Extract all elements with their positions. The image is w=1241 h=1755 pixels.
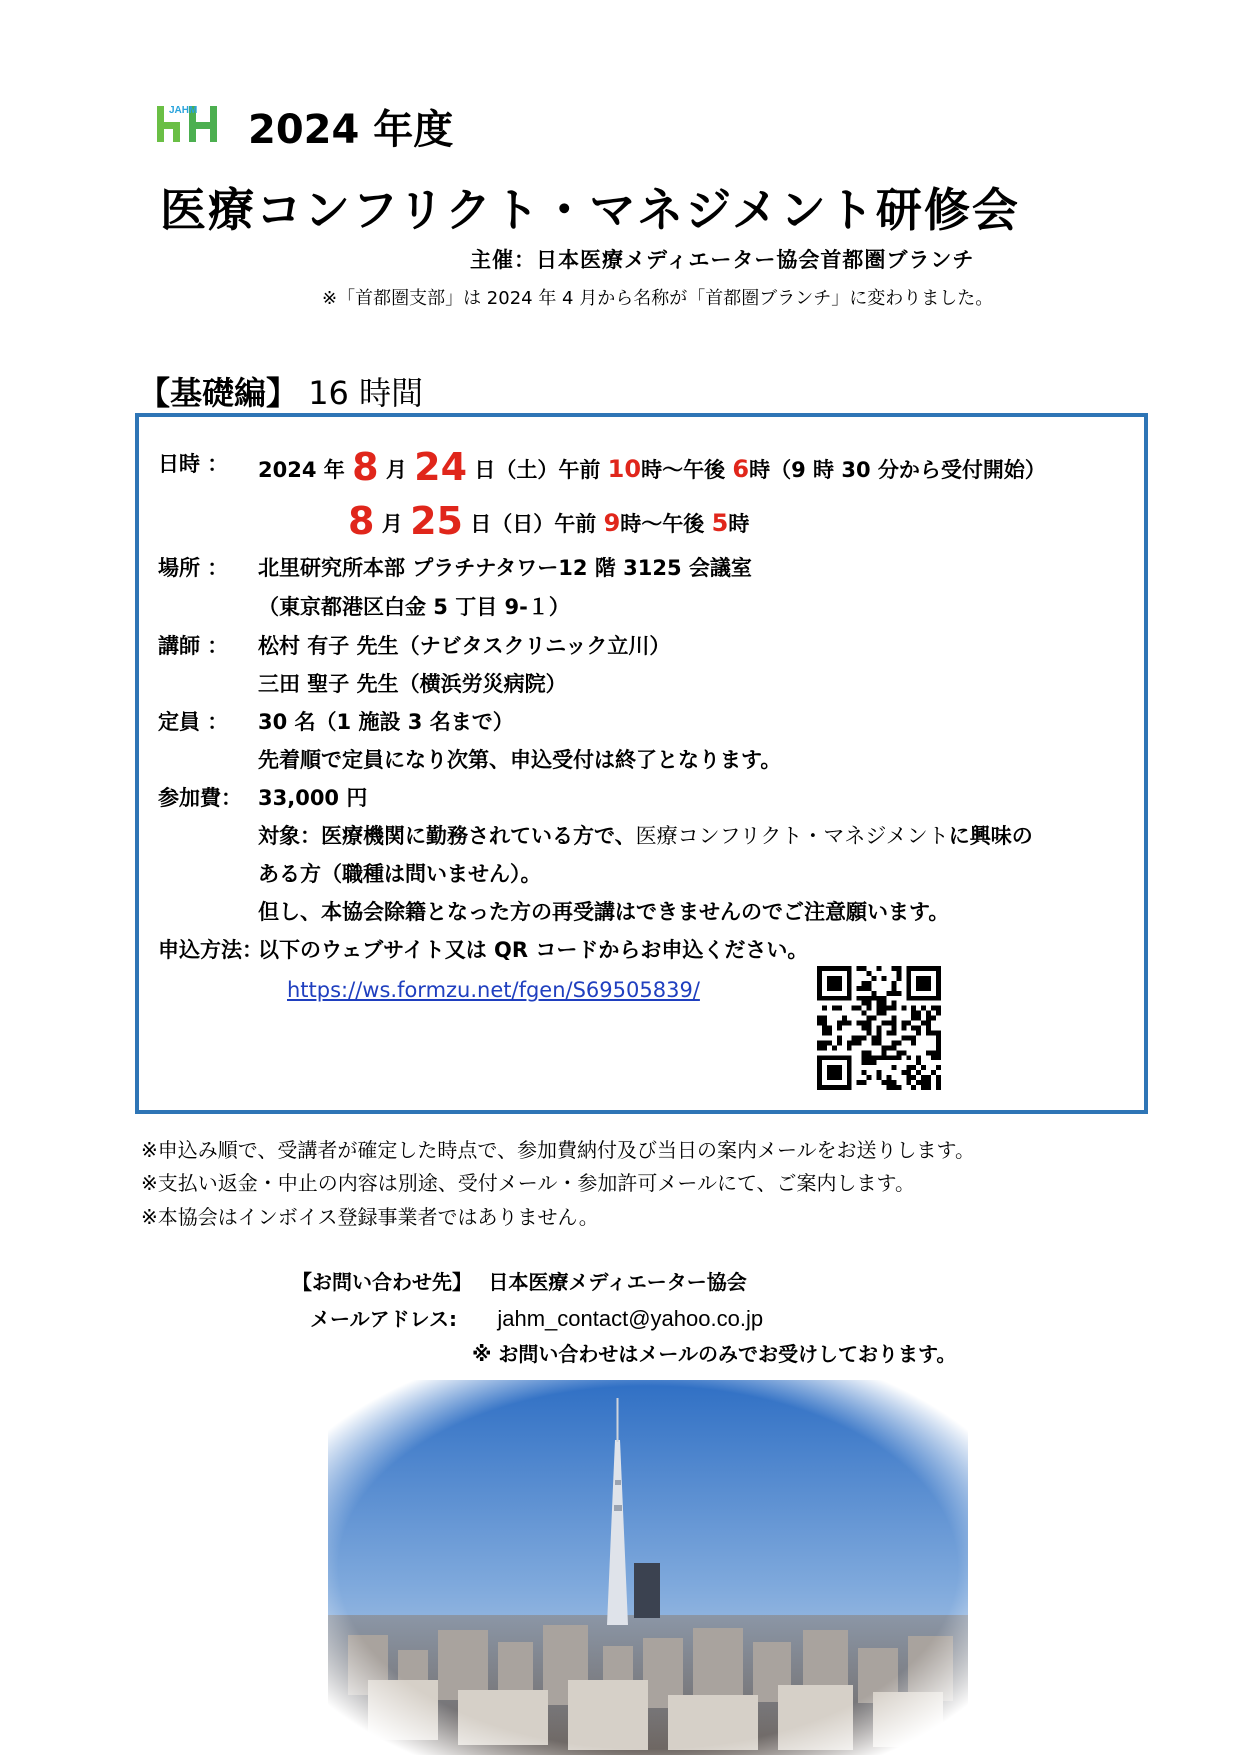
date-start-hour: 10 [607, 455, 642, 483]
name-change-note: ※「首都圏支部」は 2024 年 4 月から名称が「首都圏ブランチ」に変わりました。 [322, 288, 994, 309]
fee-label: 参加費： [158, 786, 242, 810]
course-level: 【基礎編】 [138, 374, 299, 412]
apply-text: 以下のウェブサイト又は QR コードからお申込ください。 [258, 938, 809, 962]
contact-label: 【お問い合わせ先】 [292, 1270, 472, 1294]
date2-month: 8 [348, 499, 375, 543]
place-line1: 北里研究所本部 プラチナタワー12 階 3125 会議室 [258, 556, 752, 580]
qr-code[interactable] [817, 966, 941, 1090]
email-only-note: ※ お問い合わせはメールのみでお受けしております。 [472, 1342, 957, 1366]
organizer: 主催：日本医療メディエーター協会首都圏ブランチ [470, 248, 975, 272]
date2-month-unit: 月 [381, 512, 403, 536]
fee-amount: 33,000 円 [258, 786, 368, 810]
date-end-hour: 6 [732, 455, 750, 483]
jahm-logo [155, 100, 223, 144]
fee-target-line3: ある方（職種は問いません）。 [258, 862, 542, 886]
note-refund: ※支払い返金・中止の内容は別途、受付メール・参加許可メールにて、ご案内します。 [141, 1171, 915, 1195]
date-line2 [348, 499, 750, 543]
fee-target-a: 対象：医療機関に勤務されている方で、 [258, 824, 636, 848]
logo-text: JAHM [169, 105, 198, 116]
course-hours: 16 時間 [308, 374, 424, 412]
date-mid: 時～午後 [641, 458, 726, 482]
date-line1 [258, 445, 1046, 489]
date2-start-hour: 9 [603, 509, 621, 537]
page-title: 医療コンフリクト・マネジメント研修会 [160, 183, 1020, 237]
fee-target-b: 医療コンフリクト・マネジメント [635, 824, 949, 848]
date2-end-hour: 5 [711, 509, 729, 537]
tokyo-skyline-photo [328, 1380, 968, 1755]
date2-mid: 時～午後 [620, 512, 705, 536]
lecturer-line1: 松村 有子 先生（ナビタスクリニック立川） [258, 634, 671, 658]
contact-org: 日本医療メディエーター協会 [488, 1270, 747, 1294]
date-month: 8 [352, 445, 379, 489]
lecturer-label: 講師 ： [158, 634, 229, 658]
lecturer-line2: 三田 聖子 先生（横浜労災病院） [258, 672, 567, 696]
year-title: 2024 年度 [248, 107, 454, 153]
registration-link[interactable]: https://ws.formzu.net/fgen/S69505839/ [287, 978, 700, 1002]
fee-target-c: に興味の [948, 824, 1033, 848]
capacity-line2: 先着順で定員になり次第、申込受付は終了となります。 [258, 748, 782, 772]
email-line [310, 1303, 763, 1332]
email-label: メールアドレス: [310, 1307, 457, 1331]
capacity-label: 定員 ： [158, 710, 229, 734]
contact-email[interactable]: jahm_contact@yahoo.co.jp [497, 1306, 764, 1331]
course-heading [138, 368, 423, 414]
date-year: 2024 年 [258, 458, 345, 482]
date2-tail: 時 [728, 512, 750, 536]
date-tail: 時（9 時 30 分から受付開始） [749, 458, 1046, 482]
capacity-line1: 30 名（1 施設 3 名まで） [258, 710, 514, 734]
date-month-unit: 月 [385, 458, 407, 482]
date-day-unit: 日（土）午前 [474, 458, 601, 482]
contact-line [292, 1266, 747, 1295]
date2-day: 25 [410, 499, 463, 543]
note-invoice: ※本協会はインボイス登録事業者ではありません。 [141, 1205, 599, 1229]
fee-caution: 但し、本協会除籍となった方の再受講はできませんのでご注意願います。 [258, 900, 950, 924]
place-label: 場所 ： [158, 556, 229, 580]
fee-target [258, 820, 1033, 850]
apply-label: 申込方法： [158, 938, 263, 962]
date2-day-unit: 日（日）午前 [470, 512, 597, 536]
place-line2: （東京都港区白金 5 丁目 9-１） [258, 595, 570, 619]
note-confirmation: ※申込み順で、受講者が確定した時点で、参加費納付及び当日の案内メールをお送りします。 [141, 1138, 975, 1162]
date-label: 日時 ： [158, 452, 229, 476]
date-day: 24 [414, 445, 468, 489]
